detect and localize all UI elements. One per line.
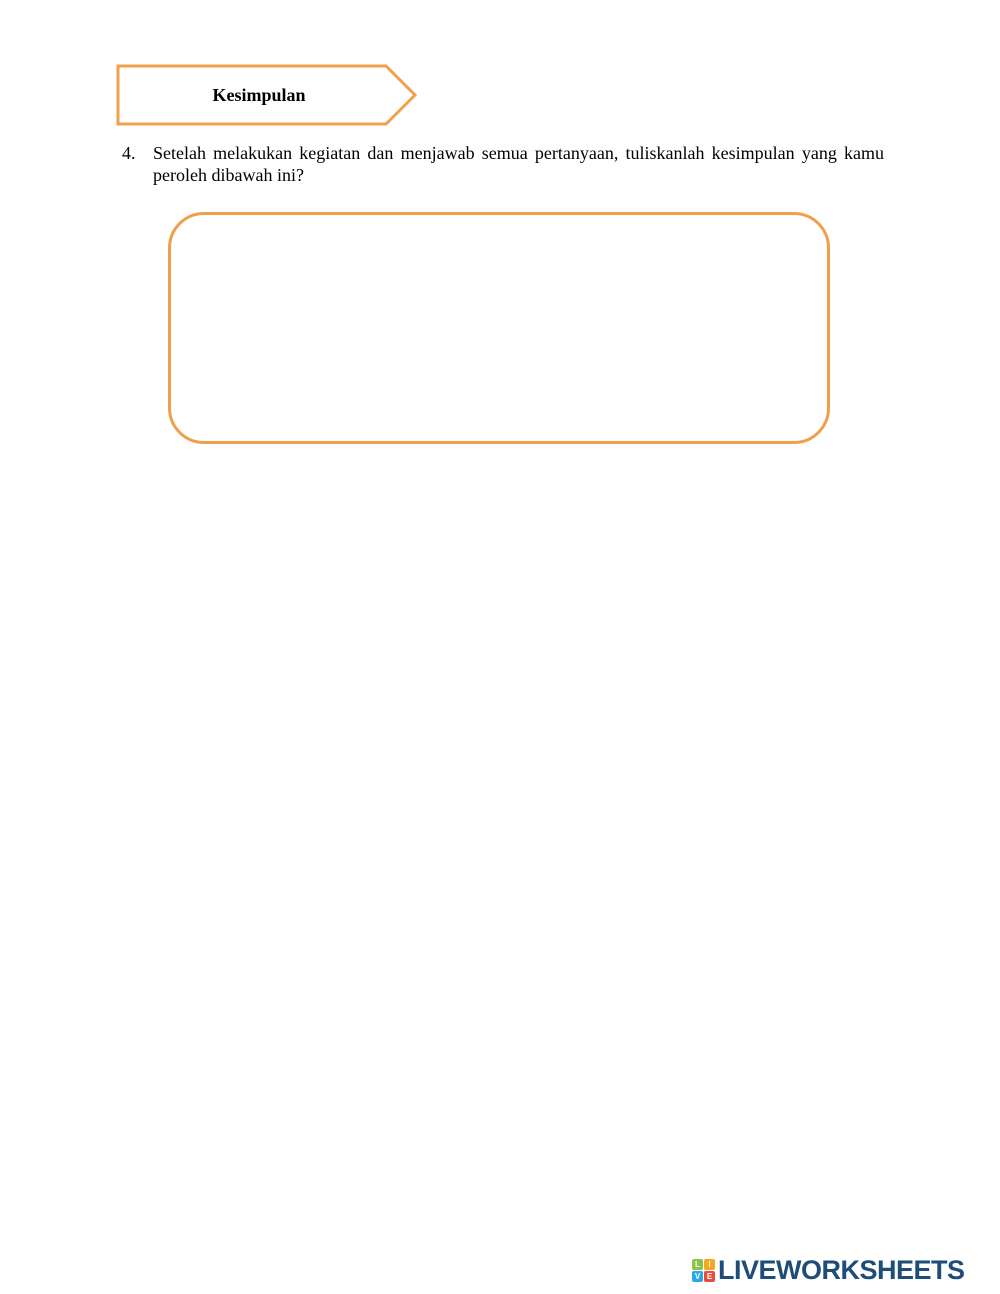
logo-mark-icon <box>692 1259 715 1282</box>
question-text: Setelah melakukan kegiatan dan menjawab semua pertanyaan, tuliskanlah kesimpulan yang kamu peroleh dibawah ini? <box>153 143 884 185</box>
logo-tile-v: V <box>692 1271 703 1282</box>
answer-box <box>168 212 830 444</box>
logo-brand-text: LIVEWORKSHEETS <box>718 1255 965 1285</box>
section-header-tag <box>116 64 418 126</box>
logo-tile-i: I <box>704 1259 715 1270</box>
section-title: Kesimpulan <box>212 85 306 105</box>
question-item <box>122 142 884 186</box>
logo-tile-l: L <box>692 1259 703 1270</box>
question-number: 4. <box>122 143 136 163</box>
logo-tile-e: E <box>704 1271 715 1282</box>
liveworksheets-logo <box>692 1254 965 1286</box>
conclusion-answer-input[interactable] <box>193 233 805 423</box>
